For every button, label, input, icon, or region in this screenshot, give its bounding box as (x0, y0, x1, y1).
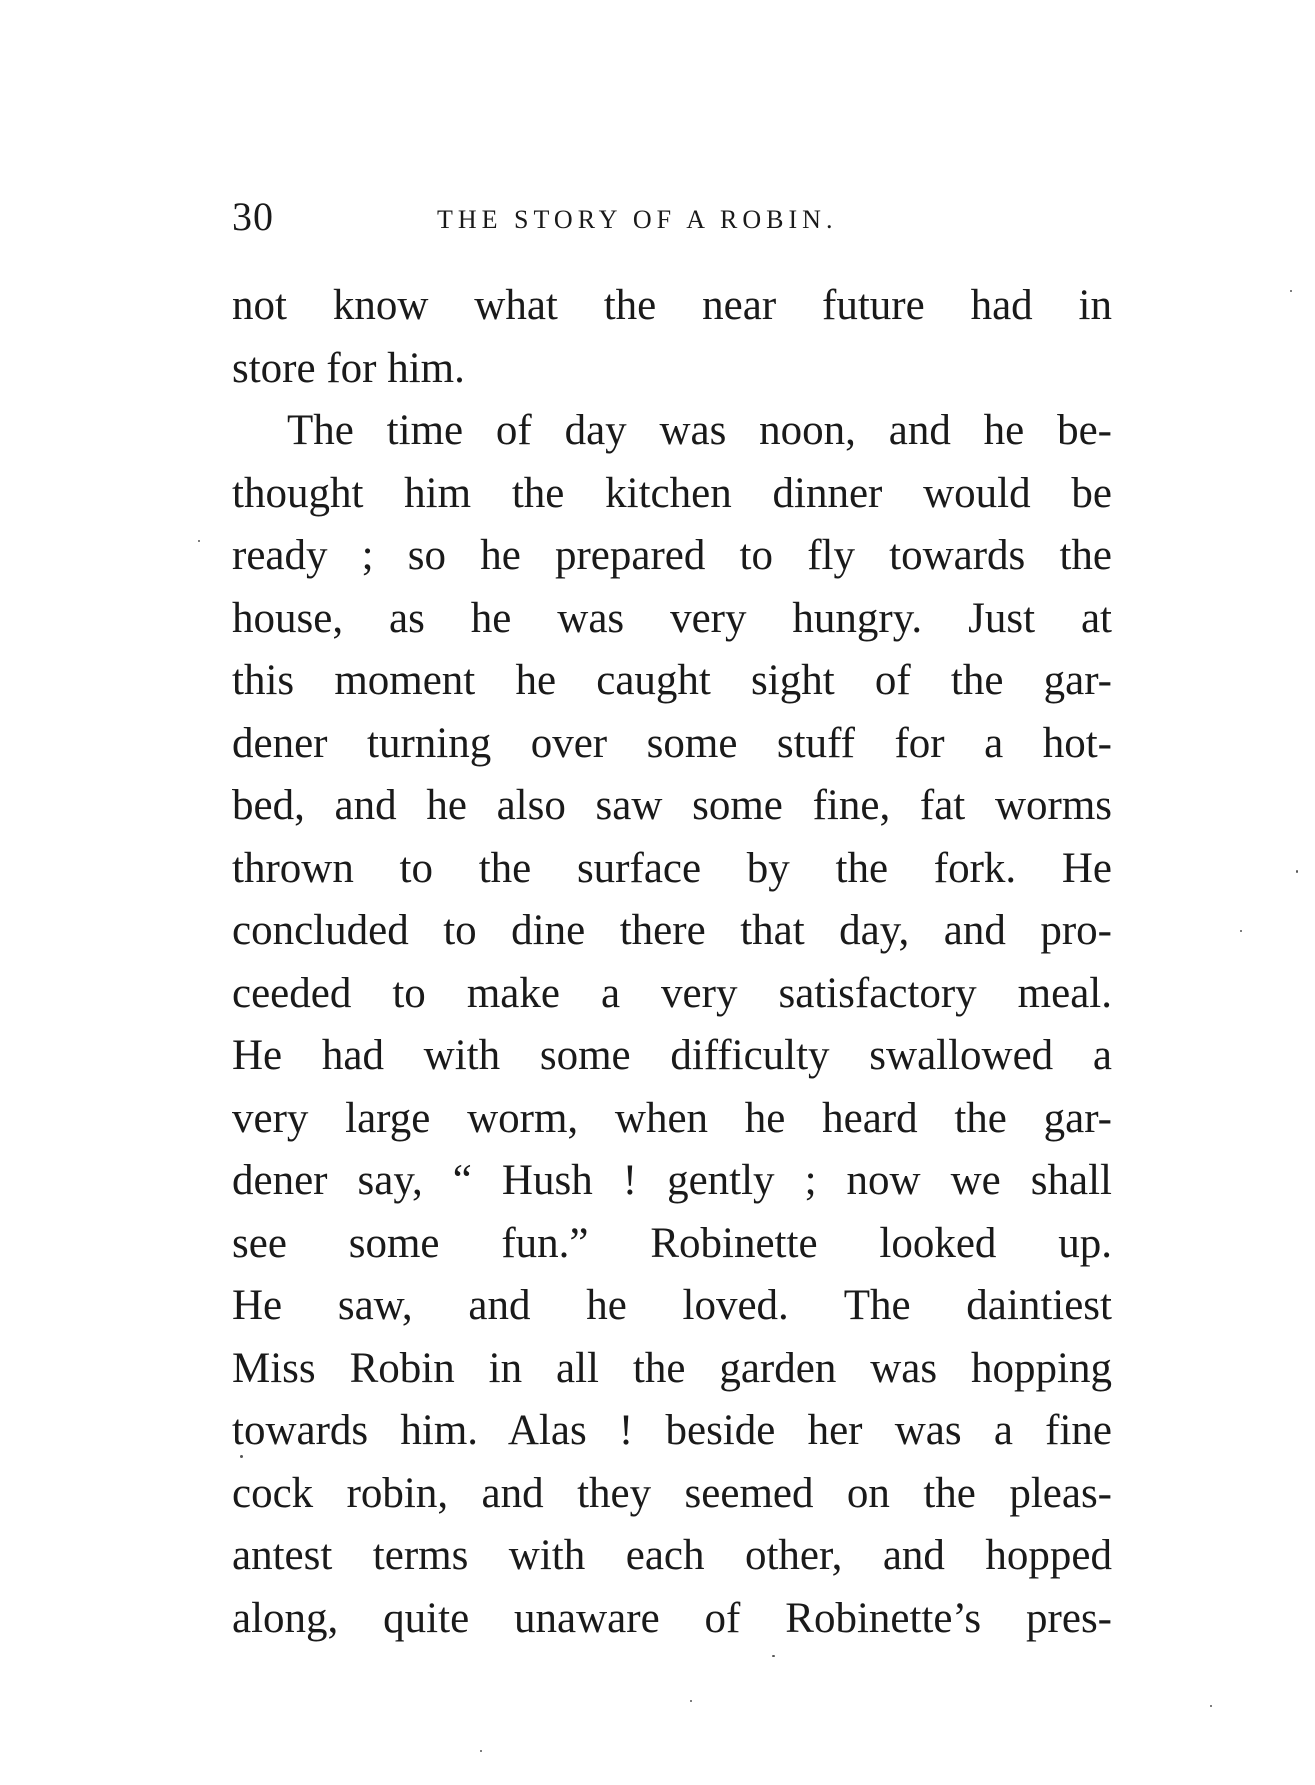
text-line: towards him. Alas ! beside her was a fine (232, 1407, 1112, 1454)
running-title: THE STORY OF A ROBIN. (437, 205, 838, 234)
text-line: antest terms with each other, and hopped (232, 1532, 1112, 1579)
scan-speck (772, 1655, 775, 1657)
body-text (232, 275, 1112, 1650)
text-line: very large worm, when he heard the gar- (232, 1094, 1112, 1142)
scan-speck (240, 1455, 243, 1458)
text-line: He saw, and he loved. The daintiest (232, 1282, 1112, 1329)
scan-speck (480, 1750, 482, 1752)
page-number: 30 (232, 194, 274, 239)
text-line: not know what the near future had in (232, 282, 1112, 329)
text-line: ceeded to make a very satisfactory meal. (232, 969, 1112, 1017)
scan-speck (690, 1700, 692, 1702)
scan-speck (1296, 870, 1298, 873)
scan-speck (1240, 930, 1242, 932)
text-line: concluded to dine there that day, and pro- (232, 907, 1112, 954)
text-line: Miss Robin in all the garden was hopping (232, 1344, 1112, 1392)
scan-speck (198, 540, 200, 542)
scan-speck (1290, 290, 1292, 292)
text-line: along, quite unaware of Robinette’s pres- (232, 1594, 1112, 1642)
scan-speck (1210, 1705, 1212, 1707)
text-line: see some fun.” Robinette looked up. (232, 1219, 1112, 1267)
text-line: thrown to the surface by the fork. He (232, 844, 1112, 892)
text-line: thought him the kitchen dinner would be (232, 469, 1112, 517)
text-line: He had with some difficulty swallowed a (232, 1032, 1112, 1079)
text-line: ready ; so he prepared to fly towards the (232, 532, 1112, 579)
text-line: dener say, “ Hush ! gently ; now we shall (232, 1157, 1112, 1204)
running-header (232, 192, 1092, 242)
text-line: cock robin, and they seemed on the pleas- (232, 1469, 1112, 1517)
text-line: store for him. (232, 344, 465, 392)
text-line: bed, and he also saw some fine, fat worms (232, 782, 1112, 829)
text-line: house, as he was very hungry. Just at (232, 594, 1112, 642)
paragraph-first-line: The time of day was noon, and he be- (287, 407, 1112, 454)
text-line: dener turning over some stuff for a hot- (232, 719, 1112, 767)
text-line: this moment he caught sight of the gar- (232, 657, 1112, 704)
